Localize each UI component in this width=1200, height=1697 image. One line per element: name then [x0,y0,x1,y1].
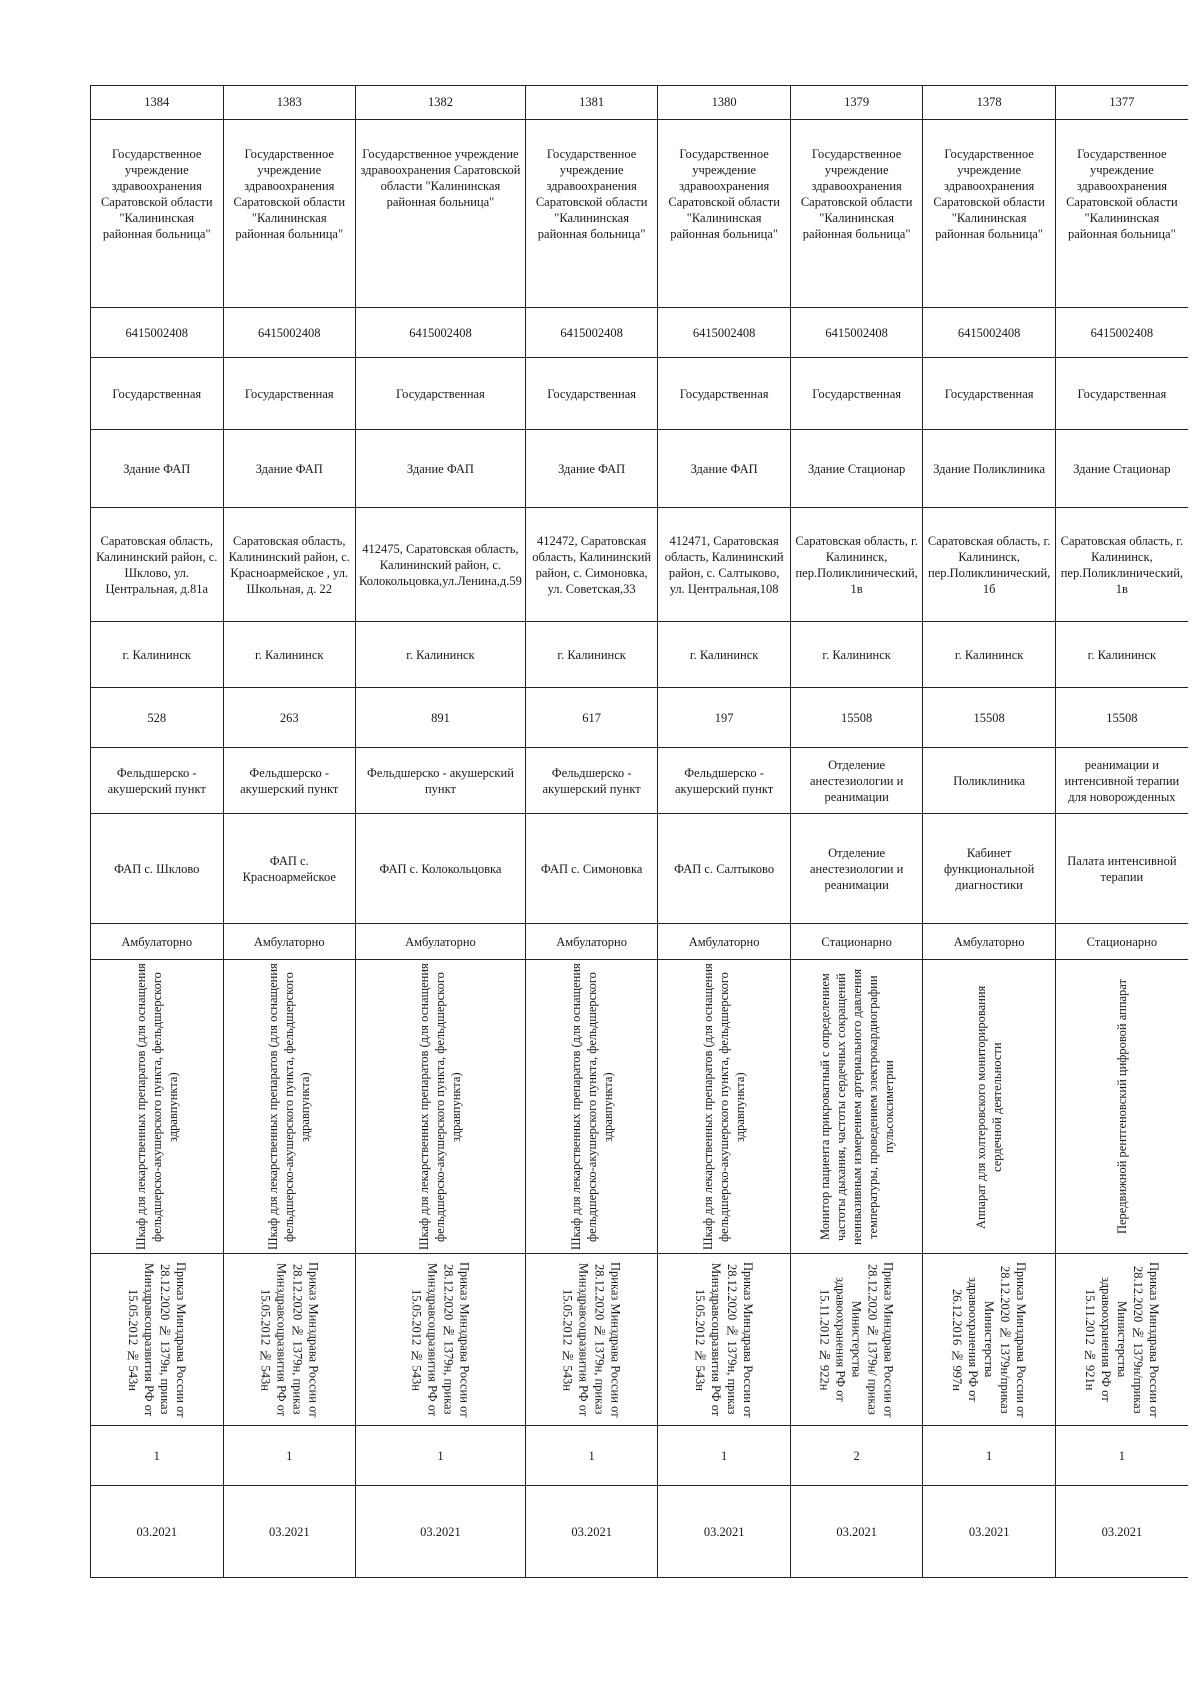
building-cell: Здание ФАП [91,430,224,508]
equipment-name-cell [658,960,791,1254]
care-type-cell: Амбулаторно [356,924,526,960]
department-cell: Фельдшерско - акушерский пункт [223,748,356,814]
address-cell: Саратовская область, Калининский район, с. Шклово, ул. Центральная, д.81а [91,508,224,622]
address-cell: Саратовская область, г. Калининск, пер.Поликлинический, 1в [790,508,923,622]
order-reference-text: Приказ Минздрава России от 28.12.2020 № 1379н, приказ Минздравсоцразвития РФ от 15.05.2012 № 543н [258,1261,321,1418]
date-row [91,1486,1188,1578]
order-reference-text: Приказ Минздрава России от 28.12.2020 № 1379н, приказ Минздравсоцразвития РФ от 15.05.2012 № 543н [693,1261,756,1418]
room-cell: ФАП с. Шклово [91,814,224,924]
organization-name-cell: Государственное учреждение здравоохранения Саратовской области "Калининская районная больница" [658,120,791,308]
room-cell: ФАП с. Колокольцовка [356,814,526,924]
department-cell: Фельдшерско - акушерский пункт [525,748,658,814]
date-cell: 03.2021 [923,1486,1056,1578]
code-cell: 15508 [1055,688,1188,748]
code-cell: 263 [223,688,356,748]
city-cell: г. Калининск [223,622,356,688]
city-cell: г. Калининск [91,622,224,688]
address-cell: Саратовская область, Калининский район, с. Красноармейское , ул. Школьная, д. 22 [223,508,356,622]
ownership-form-cell: Государственная [790,358,923,430]
organization-name-cell: Государственное учреждение здравоохранения Саратовской области "Калининская районная больница" [923,120,1056,308]
equipment-name-text: Шкаф для лекарственных препаратов (для оснащения фельдшерско-акушерского пункта, фельдшерского здравпункта) [133,963,180,1250]
organization-name-cell: Государственное учреждение здравоохранения Саратовской области "Калининская районная больница" [356,120,526,308]
inn-row [91,308,1188,358]
date-cell: 03.2021 [790,1486,923,1578]
equipment-name-row [91,960,1188,1254]
equipment-name-text: Шкаф для лекарственных препаратов (для оснащения фельдшерско-акушерского пункта, фельдшерского здравпункта) [417,963,464,1250]
building-cell: Здание Стационар [1055,430,1188,508]
equipment-name-text: Монитор пациента прикроватный с определением частоты дыхания, частоты сердечных сокращений неинвазивным измерением артериального давления температуры, проведением электрокардиографии пульсоксиметрии [817,968,896,1245]
order-reference-cell [356,1254,526,1426]
room-cell: ФАП с. Симоновка [525,814,658,924]
department-cell: Фельдшерско - акушерский пункт [356,748,526,814]
address-cell: 412471, Саратовская область, Калининский район, с. Салтыково, ул. Центральная,108 [658,508,791,622]
ownership-form-cell: Государственная [1055,358,1188,430]
quantity-cell: 1 [223,1426,356,1486]
room-cell: ФАП с. Красноармейское [223,814,356,924]
ownership-form-cell: Государственная [223,358,356,430]
code-cell: 15508 [923,688,1056,748]
equipment-name-text: Аппарат для холтеровского мониторирования сердечной деятельности [974,984,1005,1229]
ownership-form-cell: Государственная [356,358,526,430]
care-type-cell: Амбулаторно [923,924,1056,960]
address-row [91,508,1188,622]
city-cell: г. Калининск [525,622,658,688]
inn-cell: 6415002408 [223,308,356,358]
inn-cell: 6415002408 [658,308,791,358]
address-cell: 412472, Саратовская область, Калининский район, с. Симоновка, ул. Советская,33 [525,508,658,622]
code-row [91,688,1188,748]
building-cell: Здание Стационар [790,430,923,508]
building-cell: Здание ФАП [356,430,526,508]
inn-cell: 6415002408 [356,308,526,358]
city-cell: г. Калининск [1055,622,1188,688]
building-cell: Здание ФАП [658,430,791,508]
quantity-cell: 1 [525,1426,658,1486]
department-cell: Поликлиника [923,748,1056,814]
equipment-name-cell [790,960,923,1254]
code-cell: 197 [658,688,791,748]
ownership-form-cell: Государственная [658,358,791,430]
equipment-name-text: Шкаф для лекарственных препаратов (для оснащения фельдшерско-акушерского пункта, фельдшерского здравпункта) [701,963,748,1250]
department-cell: Отделение анестезиологии и реанимации [790,748,923,814]
date-cell: 03.2021 [91,1486,224,1578]
record-number-cell: 1382 [356,86,526,120]
order-reference-cell [923,1254,1056,1426]
order-reference-text: Приказ Минздрава России от 28.12.2020 № 1379н/приказ Министерства здравоохранения РФ от 26.12.2016 № 997н [950,1261,1029,1418]
equipment-registry-table [90,85,1188,1578]
record-number-row [91,86,1188,120]
organization-name-cell: Государственное учреждение здравоохранения Саратовской области "Калининская районная больница" [91,120,224,308]
order-reference-text: Приказ Минздрава России от 28.12.2020 № 1379н, приказ Минздравсоцразвития РФ от 15.05.2012 № 543н [409,1261,472,1418]
organization-name-cell: Государственное учреждение здравоохранения Саратовской области "Калининская районная больница" [1055,120,1188,308]
equipment-name-text: Передвижной рентгеновский цифровой аппарат [1114,978,1129,1234]
record-number-cell: 1379 [790,86,923,120]
order-reference-cell [525,1254,658,1426]
order-reference-row [91,1254,1188,1426]
city-cell: г. Калининск [658,622,791,688]
order-reference-cell [91,1254,224,1426]
code-cell: 528 [91,688,224,748]
ownership-form-row [91,358,1188,430]
care-type-cell: Амбулаторно [91,924,224,960]
equipment-name-cell [91,960,224,1254]
code-cell: 617 [525,688,658,748]
city-cell: г. Калининск [923,622,1056,688]
code-cell: 891 [356,688,526,748]
building-row [91,430,1188,508]
record-number-cell: 1384 [91,86,224,120]
city-cell: г. Калининск [356,622,526,688]
address-cell: Саратовская область, г. Калининск, пер.Поликлинический, 1в [1055,508,1188,622]
ownership-form-cell: Государственная [91,358,224,430]
inn-cell: 6415002408 [91,308,224,358]
organization-name-cell: Государственное учреждение здравоохранения Саратовской области "Калининская районная больница" [525,120,658,308]
city-cell: г. Калининск [790,622,923,688]
organization-name-row [91,120,1188,308]
building-cell: Здание ФАП [525,430,658,508]
date-cell: 03.2021 [356,1486,526,1578]
quantity-cell: 1 [1055,1426,1188,1486]
ownership-form-cell: Государственная [923,358,1056,430]
organization-name-cell: Государственное учреждение здравоохранения Саратовской области "Калининская районная больница" [790,120,923,308]
order-reference-text: Приказ Минздрава России от 28.12.2020 № 1379н/ приказ Министерства здравоохранения РФ от 15.11.2012 № 922н [817,1261,896,1418]
room-cell: ФАП с. Салтыково [658,814,791,924]
record-number-cell: 1377 [1055,86,1188,120]
inn-cell: 6415002408 [790,308,923,358]
building-cell: Здание Поликлиника [923,430,1056,508]
care-type-row [91,924,1188,960]
equipment-name-cell [525,960,658,1254]
equipment-name-cell [923,960,1056,1254]
order-reference-cell [1055,1254,1188,1426]
care-type-cell: Амбулаторно [658,924,791,960]
code-cell: 15508 [790,688,923,748]
inn-cell: 6415002408 [923,308,1056,358]
inn-cell: 6415002408 [1055,308,1188,358]
date-cell: 03.2021 [525,1486,658,1578]
record-number-cell: 1383 [223,86,356,120]
quantity-cell: 1 [356,1426,526,1486]
equipment-name-text: Шкаф для лекарственных препаратов (для оснащения фельдшерско-акушерского пункта, фельдшерского здравпункта) [266,963,313,1250]
department-cell: Фельдшерско - акушерский пункт [658,748,791,814]
equipment-name-text: Шкаф для лекарственных препаратов (для оснащения фельдшерско-акушерского пункта, фельдшерского здравпункта) [568,963,615,1250]
city-row [91,622,1188,688]
ownership-form-cell: Государственная [525,358,658,430]
room-cell: Палата интенсивной терапии [1055,814,1188,924]
record-number-cell: 1381 [525,86,658,120]
record-number-cell: 1380 [658,86,791,120]
quantity-row [91,1426,1188,1486]
room-cell: Кабинет функциональной диагностики [923,814,1056,924]
department-cell: реанимации и интенсивной терапии для новорожденных [1055,748,1188,814]
equipment-name-cell [223,960,356,1254]
record-number-cell: 1378 [923,86,1056,120]
inn-cell: 6415002408 [525,308,658,358]
date-cell: 03.2021 [658,1486,791,1578]
care-type-cell: Стационарно [790,924,923,960]
care-type-cell: Амбулаторно [525,924,658,960]
building-cell: Здание ФАП [223,430,356,508]
quantity-cell: 1 [91,1426,224,1486]
quantity-cell: 1 [658,1426,791,1486]
date-cell: 03.2021 [1055,1486,1188,1578]
order-reference-cell [223,1254,356,1426]
order-reference-cell [790,1254,923,1426]
quantity-cell: 2 [790,1426,923,1486]
quantity-cell: 1 [923,1426,1056,1486]
care-type-cell: Стационарно [1055,924,1188,960]
address-cell: Саратовская область, г. Калининск, пер.Поликлинический, 1б [923,508,1056,622]
equipment-name-cell [356,960,526,1254]
order-reference-cell [658,1254,791,1426]
department-cell: Фельдшерско - акушерский пункт [91,748,224,814]
room-cell: Отделение анестезиологии и реанимации [790,814,923,924]
organization-name-cell: Государственное учреждение здравоохранения Саратовской области "Калининская районная больница" [223,120,356,308]
order-reference-text: Приказ Минздрава России от 28.12.2020 № 1379н, приказ Минздравсоцразвития РФ от 15.05.2012 № 543н [560,1261,623,1418]
address-cell: 412475, Саратовская область, Калининский район, с. Колокольцовка,ул.Ленина,д.59 [356,508,526,622]
room-row [91,814,1188,924]
equipment-name-cell [1055,960,1188,1254]
department-row [91,748,1188,814]
care-type-cell: Амбулаторно [223,924,356,960]
order-reference-text: Приказ Минздрава России от 28.12.2020 № 1379н/приказ Министерства здравоохранения РФ от 15.11.2012 № 921н [1082,1261,1161,1418]
date-cell: 03.2021 [223,1486,356,1578]
order-reference-text: Приказ Минздрава России от 28.12.2020 № 1379н, приказ Минздравсоцразвития РФ от 15.05.2012 № 543н [125,1261,188,1418]
